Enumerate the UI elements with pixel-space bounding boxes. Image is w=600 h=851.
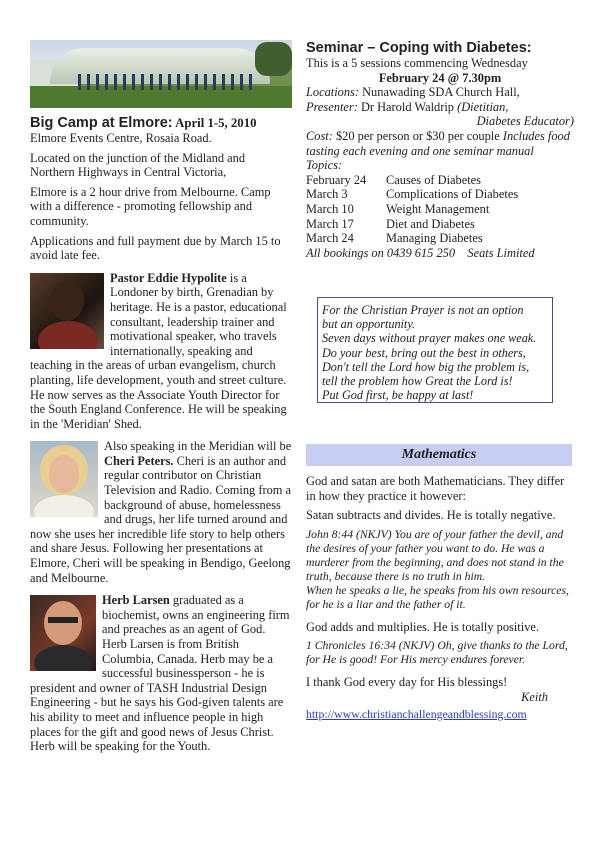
prayer-box	[317, 297, 553, 403]
seminar-presenter-role: Diabetes Educator)	[476, 114, 574, 129]
herb-section	[30, 593, 292, 754]
cheri-bio: Cheri is an author and regular contributor on Christian Television and Radio. Coming from a background of abuse, homelessness and drugs, her life turned around and now she uses her incredible life story to help others and share Jesus. Following her presentations at Elmore, Cheri will be speaking in Bendigo, Geelong and Melbourne.	[30, 453, 292, 585]
prayer-line: For the Christian Prayer is not an option	[322, 303, 524, 317]
math-p1: God and satan are both Mathematicians. They differ in how they practice it however:	[306, 474, 565, 503]
math-p4: I thank God every day for His blessings!	[306, 675, 508, 690]
math-p3: God adds and multiplies. He is totally positive.	[306, 619, 539, 634]
math-quote-john-2: When he speaks a lie, he speaks from his own resources, for he is a liar and the father of it.	[306, 583, 569, 611]
camp-location: Located on the junction of the Midland and Northern Highways in Central Victoria,	[30, 150, 246, 180]
topic-name: Managing Diabetes	[386, 231, 483, 246]
herb-photo	[30, 595, 96, 671]
camp-heading: Big Camp at Elmore: April 1-5, 2010	[30, 115, 257, 131]
mathematics-heading: Mathematics	[306, 444, 572, 466]
camp-tent-photo	[30, 40, 292, 108]
seminar-presenter: Presenter: Dr Harold Waldrip (Dietitian,	[306, 99, 509, 114]
prayer-line: tell the problem how Great the Lord is!	[322, 374, 513, 389]
math-quote-john: John 8:44 (NKJV) You are of your father the devil, and the desires of your father you want to do. He was a murderer from the beginning, and does not stand in the truth, because there is no truth in him.	[306, 527, 564, 583]
eddie-name: Pastor Eddie Hypolite	[110, 270, 227, 285]
seminar-topics-label: Topics:	[306, 158, 343, 173]
cheri-name: Cheri Peters.	[104, 453, 174, 468]
camp-venue: Elmore Events Centre, Rosaia Road.	[30, 131, 212, 145]
topic-date: March 10	[306, 201, 354, 216]
herb-name: Herb Larsen	[102, 593, 170, 608]
seminar-sessions: This is a 5 sessions commencing Wednesday	[306, 56, 528, 70]
topic-date: March 24	[306, 231, 354, 246]
seminar-section	[306, 40, 574, 260]
left-column	[30, 40, 292, 754]
eddie-section	[30, 271, 292, 432]
topic-date: March 3	[306, 187, 348, 202]
cheri-photo	[30, 441, 98, 517]
eddie-photo	[30, 273, 104, 349]
prayer-line: Put God first, be happy at last!	[322, 388, 474, 403]
herb-bio: graduated as a biochemist, owns an engineering firm and preaches as an agent of God. Herb Larsen is from British Columbia, Canada. Herb may be a successful businessperson - he is president and owner of TASH Industrial Design Engineering - but he says his God-given talents are his ability to meet and influence people in high places for the gift and good news of Jesus Christ. Herb will be speaking for the Youth.	[30, 593, 290, 754]
math-quote-chronicles: 1 Chronicles 16:34 (NKJV) Oh, give thanks to the Lord, for He is good! For His mercy endures forever.	[306, 639, 568, 667]
seminar-cost: Cost: $20 per person or $30 per couple Includes food tasting each evening and one seminar manual	[306, 128, 570, 158]
eddie-bio: is a Londoner by birth, Grenadian by heritage. He is a pastor, educational consultant, leadership trainer and motivational speaker, who travels internationally, speaking and teaching in the areas of urban evangelism, church planting, life development, youth and street culture. He now serves as the Associate Youth Director for the South England Conference. He will be speaking in the 'Meridian' Shed.	[30, 270, 287, 431]
topic-name: Causes of Diabetes	[386, 172, 481, 187]
topic-name: Complications of Diabetes	[386, 187, 519, 202]
prayer-line: Do your best, bring out the best in others,	[322, 345, 526, 360]
prayer-line: but an opportunity.	[322, 317, 416, 332]
prayer-line: Don't tell the Lord how big the problem is,	[322, 359, 530, 374]
topic-name: Diet and Diabetes	[386, 216, 475, 231]
math-p2: Satan subtracts and divides. He is totally negative.	[306, 508, 556, 523]
prayer-line: Seven days without prayer makes one weak.	[322, 331, 537, 346]
cheri-section: Also speaking in the Meridian will be Cheri Peters. Cheri is an author and regular contributor on Christian Television and Radio. Coming from a background of abuse, homelessness and drugs, her life turned around and now she uses her incredible life story to help others and share Jesus. Following her presentations at Elmore, Cheri will be speaking in Bendigo, Geelong and Melbourne.	[30, 439, 292, 585]
topic-name: Weight Management	[386, 201, 490, 216]
seminar-locations: Locations: Nunawading SDA Church Hall,	[306, 85, 520, 100]
topic-date: February 24	[306, 172, 367, 187]
seminar-bookings: All bookings on 0439 615 250 Seats Limited	[306, 245, 535, 260]
seminar-title: Seminar – Coping with Diabetes:	[306, 40, 532, 56]
seminar-date: February 24 @ 7.30pm	[378, 70, 502, 85]
mathematics-section	[306, 474, 574, 723]
topic-date: March 17	[306, 216, 354, 231]
website-link[interactable]: http://www.christianchallengeandblessing.com	[306, 706, 527, 721]
signature: Keith	[521, 689, 548, 704]
camp-applications: Applications and full payment due by March 15 to avoid late fee.	[30, 233, 281, 263]
camp-drive: Elmore is a 2 hour drive from Melbourne. Camp with a difference - promoting fellowship and community.	[30, 184, 271, 228]
seminar-topics	[306, 173, 574, 246]
